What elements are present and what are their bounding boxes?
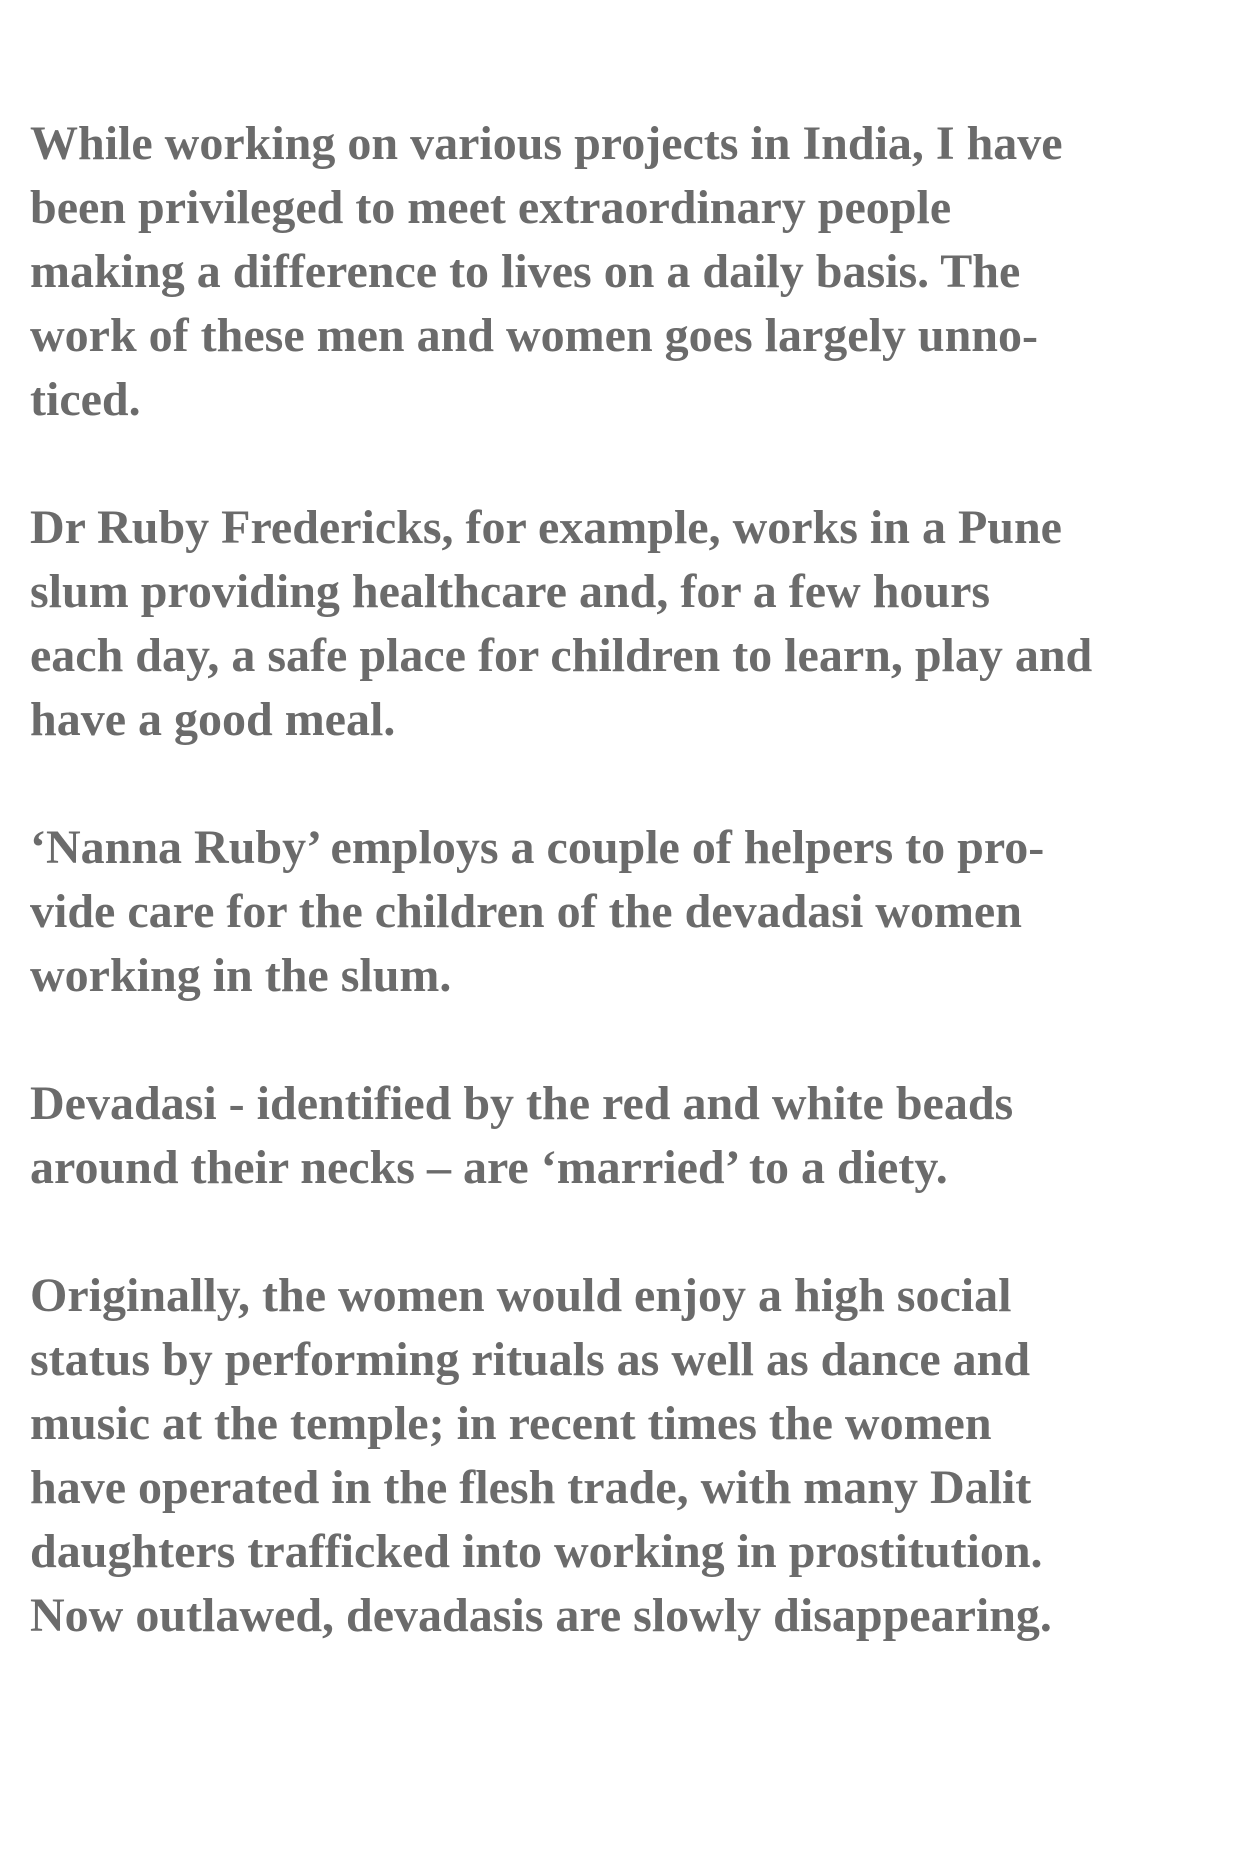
paragraph-nanna-ruby: [30, 816, 1230, 1008]
text-line: around their necks – are ‘married’ to a diety.: [30, 1141, 948, 1194]
paragraph-originally: [30, 1264, 1230, 1648]
text-line: slum providing healthcare and, for a few hours: [30, 565, 991, 618]
text-line: each day, a safe place for children to learn, play and: [30, 629, 1093, 682]
text-line: been privileged to meet extraordinary people: [30, 181, 952, 234]
text-line: Now outlawed, devadasis are slowly disappearing.: [30, 1589, 1052, 1642]
text-line: ticed.: [30, 373, 141, 426]
paragraph-intro: [30, 112, 1230, 432]
paragraph-ruby-fredericks: [30, 496, 1230, 752]
text-line: have operated in the flesh trade, with many Dalit: [30, 1461, 1032, 1514]
text-line: have a good meal.: [30, 693, 396, 746]
text-line: making a difference to lives on a daily basis. The: [30, 245, 1021, 298]
text-line: working in the slum.: [30, 949, 452, 1002]
text-line: While working on various projects in India, I have: [30, 117, 1063, 170]
text-line: daughters trafficked into working in prostitution.: [30, 1525, 1043, 1578]
text-line: status by performing rituals as well as dance and: [30, 1333, 1031, 1386]
text-line: vide care for the children of the devadasi women: [30, 885, 1022, 938]
body-text: [30, 112, 1230, 1712]
paragraph-devadasi: [30, 1072, 1230, 1200]
text-line: Dr Ruby Fredericks, for example, works in a Pune: [30, 501, 1062, 554]
text-line: work of these men and women goes largely unno-: [30, 309, 1038, 362]
text-line: Devadasi - identified by the red and white beads: [30, 1077, 1014, 1130]
text-line: Originally, the women would enjoy a high social: [30, 1269, 1012, 1322]
text-line: music at the temple; in recent times the women: [30, 1397, 992, 1450]
text-line: ‘Nanna Ruby’ employs a couple of helpers to pro-: [30, 821, 1045, 874]
